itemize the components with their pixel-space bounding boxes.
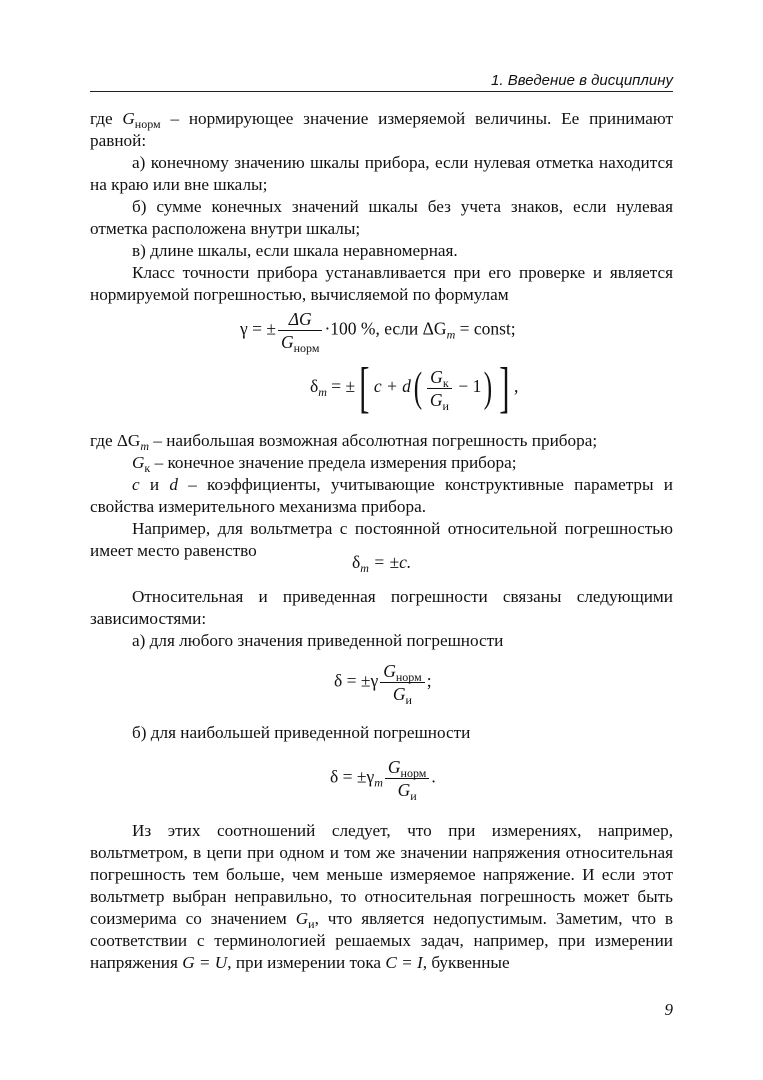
paragraph-relations: Относительная и приведенная погрешности связаны следующими зависимостями: <box>90 587 673 628</box>
left-bracket: [ <box>359 357 370 419</box>
text-block-max <box>90 722 673 744</box>
formula-gamma: γ = ± $\frac{\Delta G}{G_{норм}}$ ·100 %, если $\Delta G_m$ = const; <box>240 309 516 355</box>
text-block-relations <box>90 586 673 652</box>
paragraph-cd: c и d – коэффициенты, учитывающие конструктивные параметры и свойства измерительного механизма прибора. <box>90 475 674 516</box>
fraction: $\frac{G_к}{G_и}$ <box>427 366 452 411</box>
formula-delta-gamma: δ = ±γ $\frac{G_{норм}}{G_и}$ ; <box>334 661 432 707</box>
paragraph-gk: $G_к$ – конечное значение предела измерения прибора; <box>132 453 517 475</box>
text-block-top <box>90 108 673 306</box>
formula-delta-c: $\delta_m = \pm c$. <box>352 552 412 575</box>
list-item-b: б) сумме конечных значений шкалы без учета знаков, если нулевая отметка расположена внутри шкалы; <box>90 197 673 238</box>
paragraph-max-value: б) для наибольшей приведенной погрешности <box>132 723 471 742</box>
paragraph-delta-gm: где $\Delta G_m$ – наибольшая возможная абсолютная погрешность прибора; <box>90 431 598 453</box>
formula-delta-m: $\delta_m$ = ±[ c + d( $\frac{G_к}{G_и}$ − 1) ] , <box>310 357 519 419</box>
paragraph-accuracy-class: Класс точности прибора устанавливается при его проверке и является нормируемой погрешностью, вычисляемой по формулам <box>90 263 673 304</box>
fraction: $\frac{G_{норм}}{G_и}$ <box>380 660 424 705</box>
paragraph-voltmeter: Например, для вольтметра с постоянной относительной погрешностью имеет место равенство <box>90 519 673 560</box>
paragraph-gnorm: где $G_{норм}$ – нормирующее значение измеряемой величины. Ее принимают равной: <box>90 109 673 150</box>
list-item-c: в) длине шкалы, если шкала неравномерная. <box>132 241 458 260</box>
symbol-g: G <box>122 109 135 128</box>
text-block-final <box>90 820 673 974</box>
running-header: 1. Введение в дисциплину <box>491 72 673 89</box>
formula-delta-gamma-m: $\delta = \pm\gamma_m$ $\frac{G_{норм}}{G_и}$ . <box>330 757 436 803</box>
paragraph-conclusion: Из этих соотношений следует, что при измерениях, например, вольтметром, в цепи при одном и том же значении напряжения относительная погрешность тем больше, чем меньше измеряемое напряжение. И если этот вольтметр выбран неправильно, то относительная погрешность может быть соизмерима со значением $G_и$, что является недопустимым. Заметим, что в соответствии с терминологией решаемых задач, например, при измерении напряжения G = U, при измерении тока C = I, буквенные <box>90 821 673 972</box>
right-bracket: ] <box>499 357 510 419</box>
fraction: $\frac{\Delta G}{G_{норм}}$ <box>278 308 322 353</box>
fraction: $\frac{G_{норм}}{G_и}$ <box>385 756 429 801</box>
paragraph-any-value: а) для любого значения приведенной погрешности <box>132 631 504 650</box>
text-block-definitions <box>90 430 673 562</box>
list-item-a: а) конечному значению шкалы прибора, если нулевая отметка находится на краю или вне шкалы; <box>90 153 673 194</box>
page-number: 9 <box>664 1000 673 1019</box>
header-rule <box>90 91 673 92</box>
